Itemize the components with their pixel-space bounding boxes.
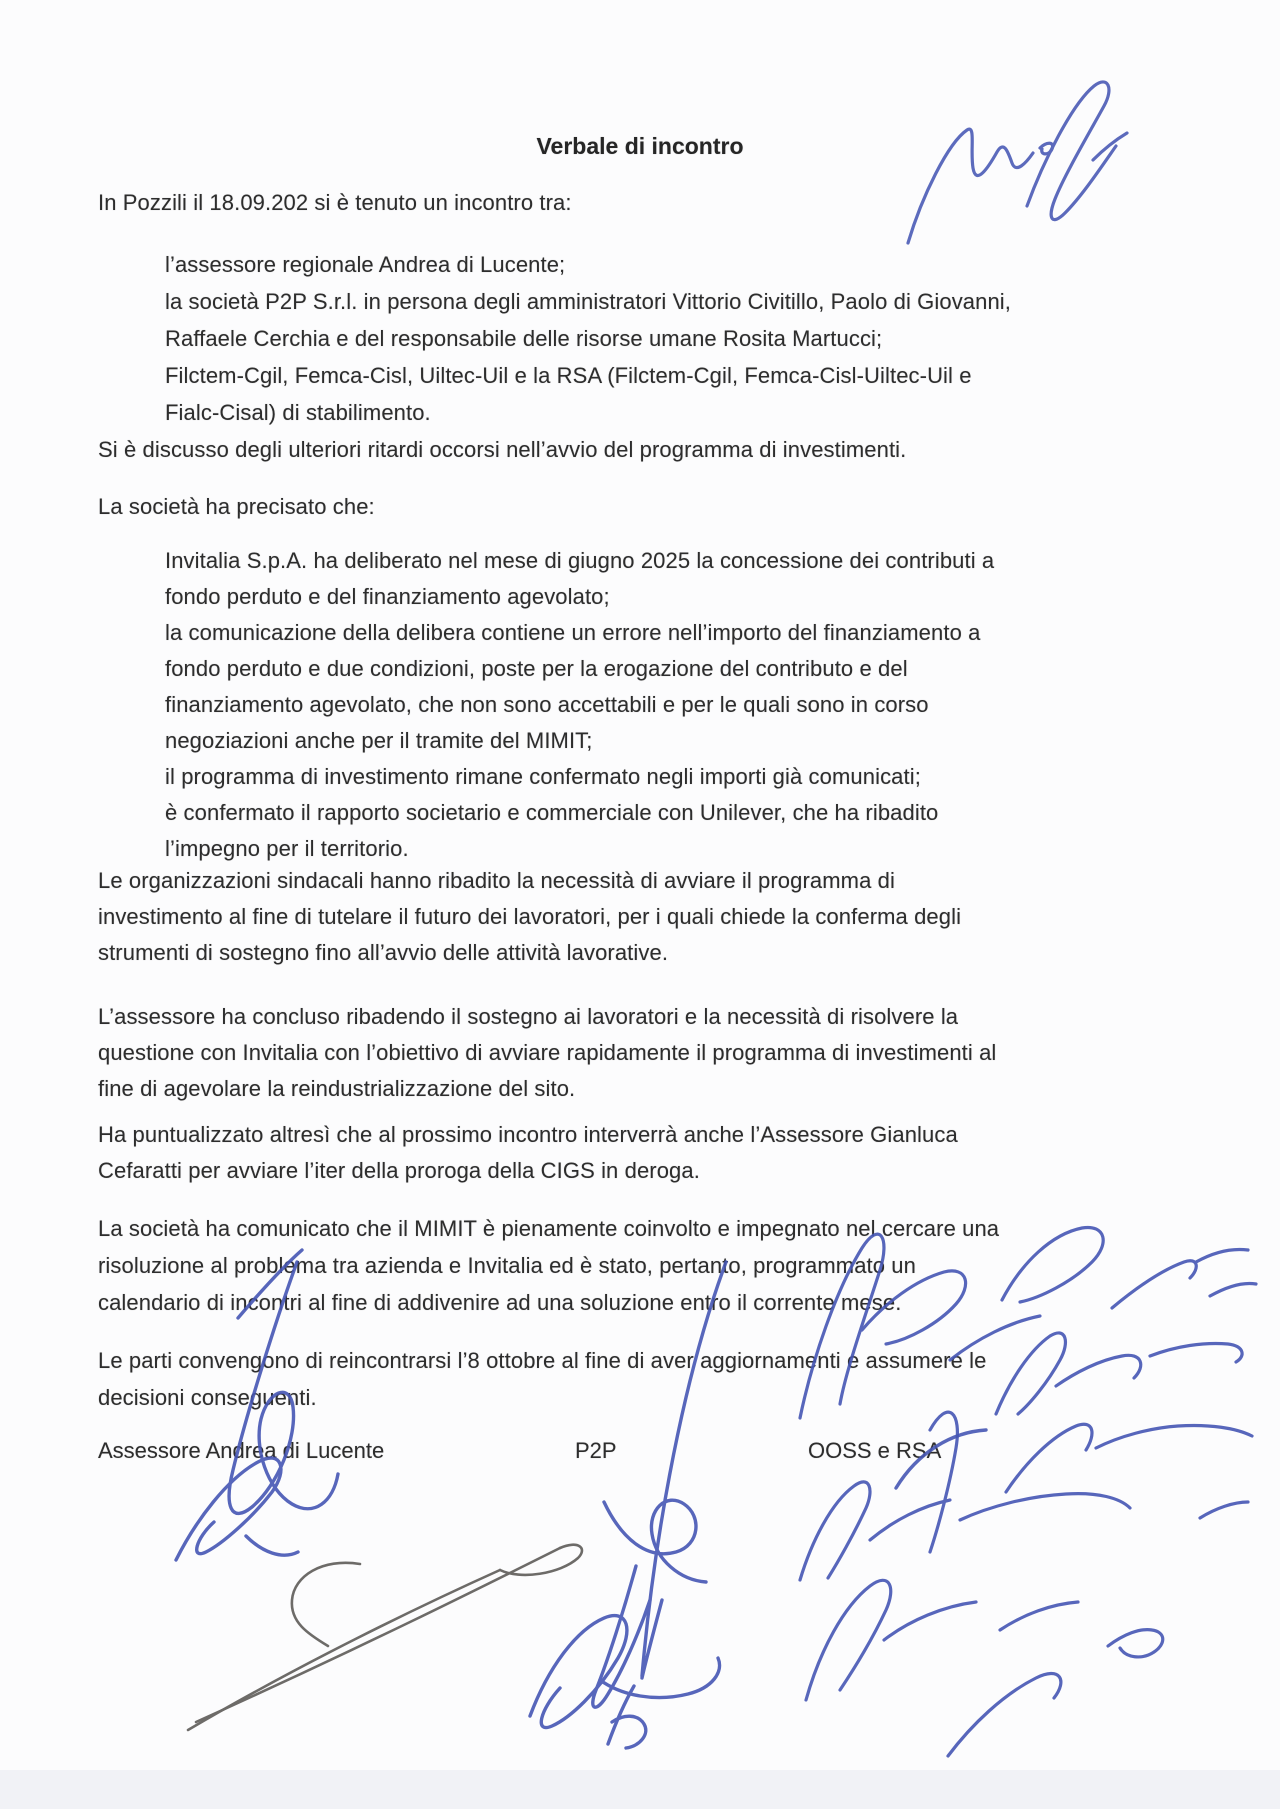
text-line: negoziazioni anche per il tramite del MIMIT; xyxy=(165,728,593,753)
text-line: L’assessore ha concluso ribadendo il sostegno ai lavoratori e la necessità di risolvere la xyxy=(98,1004,959,1029)
text-line: Invitalia S.p.A. ha deliberato nel mese di giugno 2025 la concessione dei contributi a xyxy=(165,548,995,573)
discussion-paragraph xyxy=(98,431,906,468)
text-line: fine di agevolare la reindustrializzazione del sito. xyxy=(98,1076,576,1101)
signature-center-ink xyxy=(530,1262,986,1748)
text-line: Raffaele Cerchia e del responsabile delle risorse umane Rosita Martucci; xyxy=(165,326,883,351)
text-line: è confermato il rapporto societario e commerciale con Unilever, che ha ribadito xyxy=(165,800,939,825)
text-line: Le parti convengono di reincontrarsi l’8 ottobre al fine di aver aggiornamenti e assumere le xyxy=(98,1348,987,1373)
unions-paragraph xyxy=(98,863,961,971)
text-line: Si è discusso degli ulteriori ritardi occorsi nell’avvio del programma di investimenti. xyxy=(98,437,907,462)
text-line: finanziamento agevolato, che non sono accettabili e per le quali sono in corso xyxy=(165,692,929,717)
assessor-paragraph xyxy=(98,999,996,1107)
text-line: Le organizzazioni sindacali hanno ribadito la necessità di avviare il programma di xyxy=(98,868,895,893)
text-line: decisioni conseguenti. xyxy=(98,1385,317,1410)
mimit-paragraph xyxy=(98,1210,999,1321)
text-line: La società ha precisato che: xyxy=(98,494,375,519)
company-points-list xyxy=(165,543,994,867)
text-line: strumenti di sostegno fino all’avvio delle attività lavorative. xyxy=(98,940,669,965)
viewer-bottom-strip xyxy=(0,1770,1280,1809)
text-line: Fialc-Cisal) di stabilimento. xyxy=(165,400,431,425)
intro-paragraph xyxy=(98,184,572,221)
text-line: Cefaratti per avviare l’iter della proroga della CIGS in deroga. xyxy=(98,1158,700,1183)
next-meeting-paragraph xyxy=(98,1117,958,1189)
text-line: fondo perduto e del finanziamento agevolato; xyxy=(165,584,610,609)
text-line: Filctem-Cgil, Femca-Cisl, Uiltec-Uil e la RSA (Filctem-Cgil, Femca-Cisl-Uiltec-Uil e xyxy=(165,363,972,388)
text-line: la comunicazione della delibera contiene un errore nell’importo del finanziamento a xyxy=(165,620,981,645)
text-line: calendario di incontri al fine di addivenire ad una soluzione entro il corrente mese. xyxy=(98,1290,902,1315)
text-line: l’impegno per il territorio. xyxy=(165,836,409,861)
text-line: fondo perduto e due condizioni, poste per la erogazione del contributo e del xyxy=(165,656,908,681)
text-line: In Pozzili il 18.09.202 si è tenuto un incontro tra: xyxy=(98,190,572,215)
text-line: La società ha comunicato che il MIMIT è pienamente coinvolto e impegnato nel cercare una xyxy=(98,1216,1000,1241)
signature-label-p2p: P2P xyxy=(575,1438,617,1463)
signature-label-assessore: Assessore Andrea di Lucente xyxy=(98,1438,385,1463)
document-title: Verbale di incontro xyxy=(536,133,744,159)
text-line: Ha puntualizzato altresì che al prossimo incontro interverrà anche l’Assessore Gianluca xyxy=(98,1122,958,1147)
text-line: investimento al fine di tutelare il futuro dei lavoratori, per i quali chiede la conferma degli xyxy=(98,904,962,929)
company-intro-paragraph xyxy=(98,488,375,525)
text-line: risoluzione al problema tra azienda e Invitalia ed è stato, pertanto, programmato un xyxy=(98,1253,916,1278)
closing-paragraph xyxy=(98,1342,986,1416)
pen-stroke-dark xyxy=(188,1545,582,1730)
text-line: l’assessore regionale Andrea di Lucente; xyxy=(165,252,566,277)
signature-label-ooss-rsa: OOSS e RSA xyxy=(808,1438,942,1463)
text-line: la società P2P S.r.l. in persona degli amministratori Vittorio Civitillo, Paolo di Giovanni, xyxy=(165,289,1012,314)
participants-list xyxy=(165,246,1011,431)
text-line: questione con Invitalia con l’obiettivo di avviare rapidamente il programma di investimenti al xyxy=(98,1040,997,1065)
text-line: il programma di investimento rimane confermato negli importi già comunicati; xyxy=(165,764,921,789)
